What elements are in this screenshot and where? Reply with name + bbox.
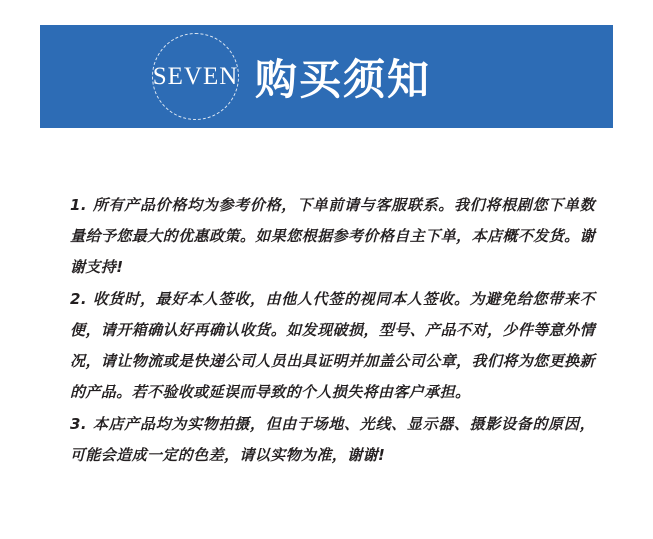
notice-content xyxy=(70,190,595,471)
notice-paragraph-2: 2. 收货时，最好本人签收，由他人代签的视同本人签收。为避免给您带来不便，请开箱确认好再确认收货。如发现破损，型号、产品不对，少件等意外情况，请让物流或是快递公司人员出具证明并加盖公司公章，我们将为您更换新的产品。若不验收或延误而导致的个人损失将由客户承担。 xyxy=(70,290,595,401)
logo-text: SEVEN xyxy=(152,62,239,90)
notice-paragraph-1: 1. 所有产品价格均为参考价格，下单前请与客服联系。我们将根剧您下单数量给予您最大的优惠政策。如果您根据参考价格自主下单，本店概不发货。谢谢支持! xyxy=(70,196,595,276)
header-banner xyxy=(40,25,613,128)
seven-logo xyxy=(152,33,239,120)
notice-paragraph-3: 3. 本店产品均为实物拍摄，但由于场地、光线、显示器、摄影设备的原因，可能会造成一定的色差，请以实物为准，谢谢! xyxy=(70,415,595,464)
page-title: 购买须知 xyxy=(255,54,432,104)
